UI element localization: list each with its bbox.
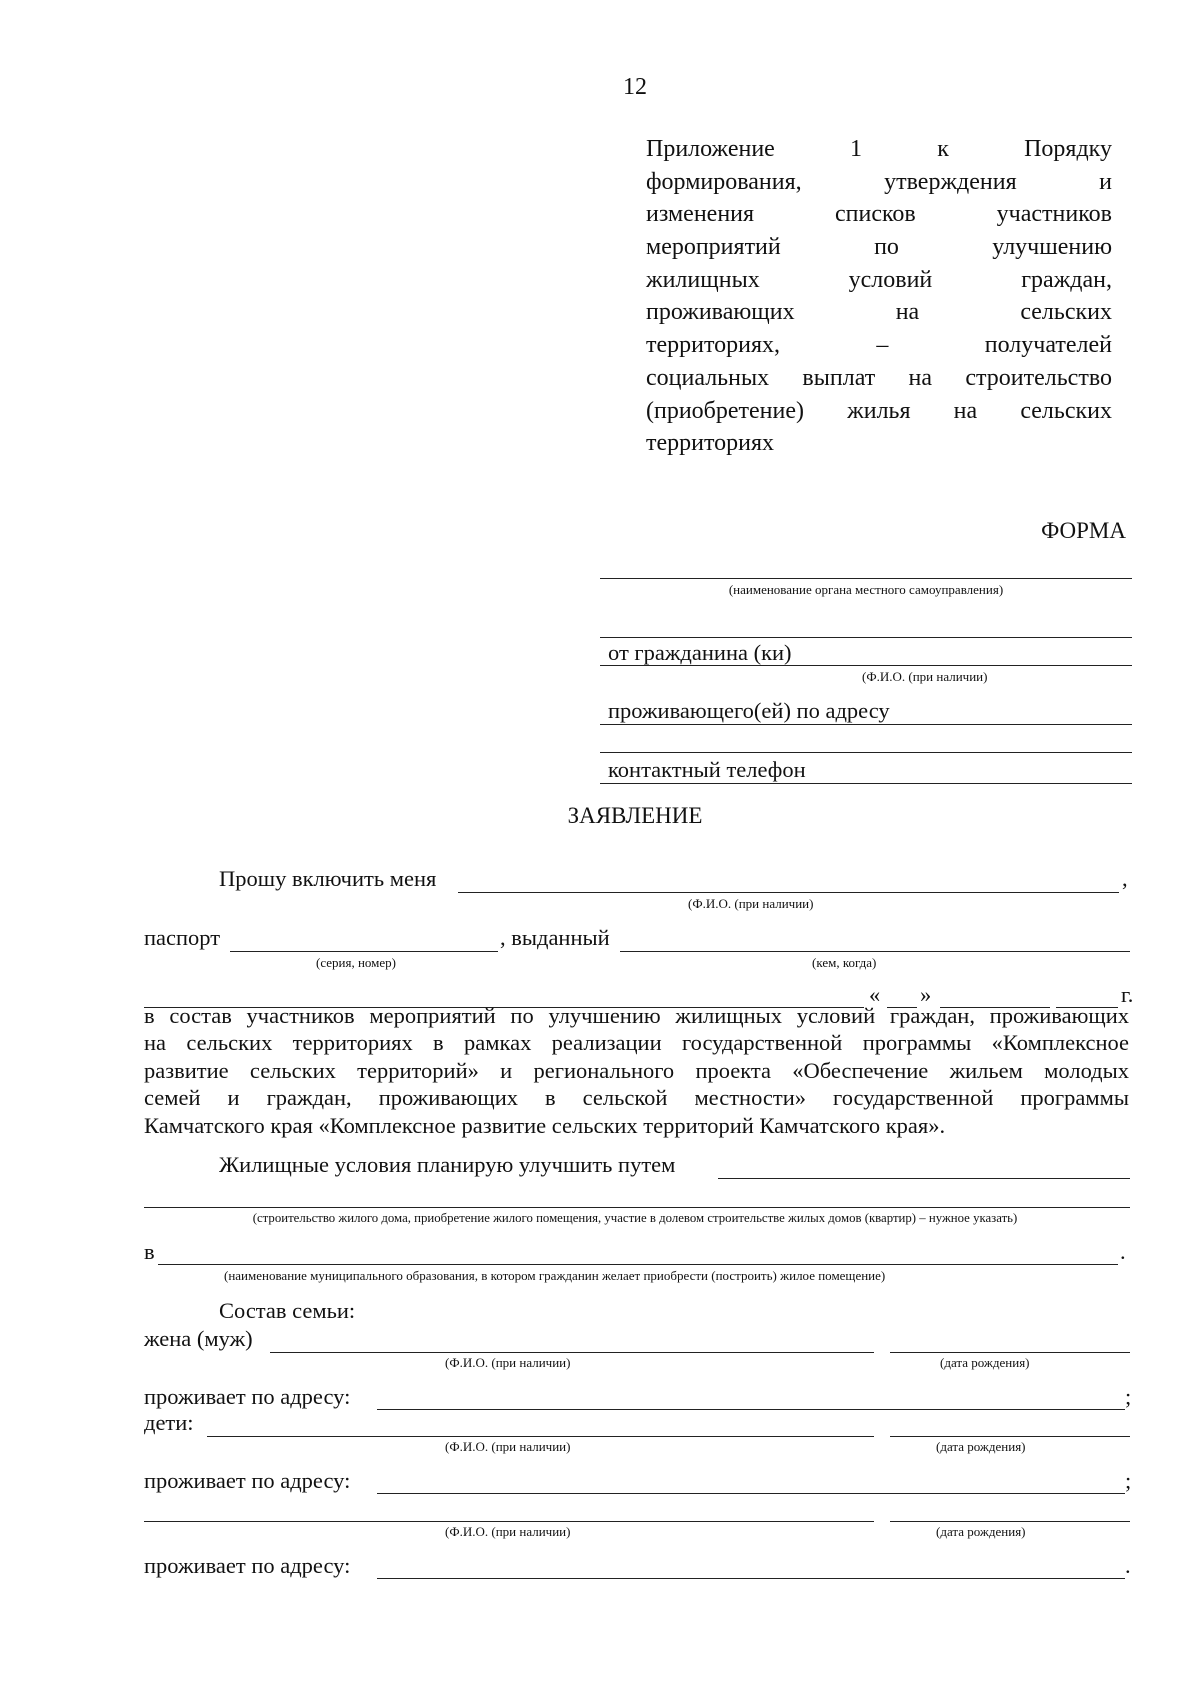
issued-caption: (кем, когда) [812,955,877,970]
phone-field[interactable] [600,783,1132,784]
authority-field[interactable] [600,578,1132,579]
from-citizen-label: от гражданина (ки) [608,640,792,665]
passport-series-field[interactable] [230,951,498,952]
citizen-name-field[interactable] [600,665,1132,666]
address-label: проживающего(ей) по адресу [608,698,890,723]
authority-field-2[interactable] [600,637,1132,638]
child1-address-semicolon: ; [1125,1468,1132,1493]
request-comma: , [1122,866,1128,891]
child1-fio-caption: (Ф.И.О. (при наличии) [445,1439,571,1454]
authority-caption: (наименование органа местного самоуправления) [728,582,1004,597]
paragraph-line: развитие сельских территорий» и регионального проекта «Обеспечение жильем молодых [144,1057,1129,1083]
municipality-caption: (наименование муниципального образования, в котором гражданин желает приобрести (построить) жилое помещение) [224,1268,886,1283]
request-fio-field[interactable] [458,892,1119,893]
page-number: 12 [623,74,647,100]
appendix-line: Приложение 1 к Порядку [646,136,1112,162]
in-label: в [144,1239,155,1264]
spouse-address-label: проживает по адресу: [144,1384,351,1409]
spouse-address-field[interactable] [377,1409,1125,1410]
paragraph-line: семей и граждан, проживающих в сельской местности» государственной программы [144,1085,1129,1111]
child2-address-period: . [1125,1553,1131,1578]
child2-birth-caption: (дата рождения) [936,1524,1026,1539]
child1-birth-field[interactable] [890,1436,1130,1437]
appendix-line: территориях [646,430,775,457]
child2-fio-field[interactable] [144,1521,874,1522]
housing-method-field[interactable] [718,1178,1130,1179]
spouse-label: жена (муж) [144,1326,253,1351]
address-field[interactable] [600,724,1132,725]
appendix-line: изменения списков участников [646,201,1112,228]
document-title: ЗАЯВЛЕНИЕ [567,803,703,828]
housing-caption: (строительство жилого дома, приобретение жилого помещения, участие в долевом строительстве жилых домов (квартир) – нужное указать) [252,1211,1018,1225]
family-heading: Состав семьи: [219,1298,356,1323]
address-field-2[interactable] [600,752,1132,753]
child1-fio-field[interactable] [207,1436,874,1437]
child1-address-label: проживает по адресу: [144,1468,351,1493]
main-paragraph [144,1002,1129,1139]
quote-close: » [920,982,932,1007]
child2-fio-caption: (Ф.И.О. (при наличии) [445,1524,571,1539]
appendix-line: формирования, утверждения и [646,168,1112,195]
issued-label: , выданный [500,925,610,950]
spouse-birth-field[interactable] [890,1352,1130,1353]
fio-caption: (Ф.И.О. (при наличии) [862,669,988,684]
child2-address-label: проживает по адресу: [144,1553,351,1578]
appendix-line: территориях, – получателей [646,332,1112,359]
housing-label: Жилищные условия планирую улучшить путем [219,1152,676,1177]
appendix-line: социальных выплат на строительство [646,364,1112,391]
appendix-line: проживающих на сельских [646,299,1112,326]
passport-issued-field[interactable] [620,951,1130,952]
spouse-address-semicolon: ; [1125,1384,1132,1409]
spouse-fio-field[interactable] [270,1352,874,1353]
child1-birth-caption: (дата рождения) [936,1439,1026,1454]
children-label: дети: [144,1410,194,1435]
spouse-fio-caption: (Ф.И.О. (при наличии) [445,1355,571,1370]
quote-open: « [869,982,881,1007]
in-period: . [1120,1239,1126,1264]
appendix-line: (приобретение) жилья на сельских [646,397,1112,424]
request-fio-caption: (Ф.И.О. (при наличии) [688,896,814,911]
request-label: Прошу включить меня [219,866,437,891]
passport-label: паспорт [144,925,221,950]
paragraph-line: Камчатского края «Комплексное развитие сельских территорий Камчатского края». [144,1112,946,1138]
series-caption: (серия, номер) [316,955,396,970]
form-label: ФОРМА [1041,518,1126,543]
appendix-note [646,133,1112,460]
paragraph-line: на сельских территориях в рамках реализации государственной программы «Комплексное [144,1030,1129,1056]
spouse-birth-caption: (дата рождения) [940,1355,1030,1370]
child2-address-field[interactable] [377,1578,1125,1579]
child2-birth-field[interactable] [890,1521,1130,1522]
municipality-field[interactable] [158,1264,1118,1265]
housing-method-field-2[interactable] [144,1207,1130,1208]
phone-label: контактный телефон [608,757,806,782]
child1-address-field[interactable] [377,1493,1125,1494]
year-suffix: г. [1121,982,1134,1007]
appendix-line: жилищных условий граждан, [646,266,1112,293]
appendix-line: мероприятий по улучшению [646,234,1112,261]
paragraph-line: в состав участников мероприятий по улучшению жилищных условий граждан, проживающих [144,1003,1129,1028]
